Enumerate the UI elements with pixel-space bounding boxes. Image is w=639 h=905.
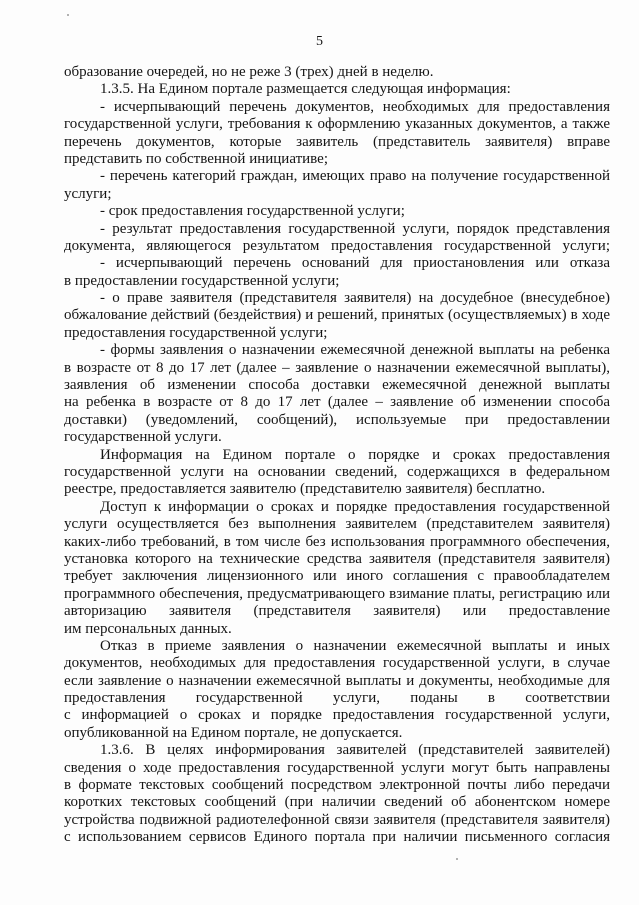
text-line: образование очередей, но не реже 3 (трех) дней в неделю.: [64, 64, 434, 80]
text-line: - исчерпывающий перечень документов, необходимых для предоставления: [100, 98, 610, 115]
text-line: государственной услуги.: [64, 429, 222, 446]
text-line: устройства подвижной радиотелефонной связи заявителя (представителя заявителя): [64, 811, 610, 828]
text-line: реестре, предоставляется заявителю (представителю заявителя) бесплатно.: [64, 481, 546, 498]
text-line: опубликованной на Едином портале, не допускается.: [64, 724, 403, 741]
text-line: требует заключения лицензионного или иного соглашения с правообладателем: [64, 568, 610, 585]
text-line: 1.3.6. В целях информирования заявителей (представителей заявителей): [100, 742, 610, 759]
text-line: каких-либо требований, в том числе без использования программного обеспечения,: [64, 533, 610, 550]
text-line: Доступ к информации о сроках и порядке предоставления государственной: [100, 498, 610, 515]
text-line: - исчерпывающий перечень оснований для приостановления или отказа: [100, 255, 610, 272]
scan-speck: [67, 14, 69, 16]
text-line: сведения о ходе предоставления государственной услуги могут быть направлены: [64, 759, 610, 776]
text-line: предоставления государственной услуги;: [64, 324, 328, 341]
text-line: заявления об изменении способа доставки ежемесячной денежной выплаты: [64, 377, 610, 394]
text-line: программного обеспечения, предусматривающего взимание платы, регистрацию или: [64, 585, 610, 602]
text-line: перечень документов, которые заявитель (представитель заявителя) вправе: [64, 133, 610, 150]
text-line: авторизацию заявителя (представителя заявителя) или предоставление: [64, 603, 610, 620]
text-line: доставки) (уведомлений, сообщений), используемые при предоставлении: [64, 411, 610, 428]
text-line: документов, необходимых для предоставления государственной услуги, в случае: [64, 655, 610, 672]
text-line: представить по собственной инициативе;: [64, 150, 329, 167]
text-line: в возрасте от 8 до 17 лет (далее – заявление о назначении ежемесячной выплаты),: [64, 359, 610, 376]
text-line: в формате текстовых сообщений посредством электронной почты либо передачи: [64, 777, 610, 794]
document-body: [64, 64, 610, 847]
text-line: - формы заявления о назначении ежемесячной денежной выплаты на ребенка: [100, 342, 610, 359]
text-line: предоставления государственной услуги, поданы в соответствии: [64, 690, 610, 707]
text-line: с информацией о сроках и порядке предоставления государственной услуги,: [64, 707, 610, 724]
text-line: с использованием сервисов Единого портала при наличии письменного согласия: [64, 829, 610, 846]
text-line: установка которого на технические средства заявителя (представителя заявителя): [64, 550, 610, 567]
text-line: услуги осуществляется без выполнения заявителем (представителем заявителя): [64, 516, 610, 533]
text-line: 1.3.5. На Едином портале размещается следующая информация:: [100, 81, 511, 98]
text-line: им персональных данных.: [64, 620, 232, 637]
text-line: коротких текстовых сообщений (при наличии сведений об абонентском номере: [64, 794, 610, 811]
text-line: Отказ в приеме заявления о назначении ежемесячной выплаты и иных: [100, 637, 610, 654]
page-number: 5: [316, 34, 323, 49]
text-line: - срок предоставления государственной услуги;: [100, 203, 405, 220]
scan-speck: [456, 858, 458, 860]
text-line: Информация на Едином портале о порядке и сроках предоставления: [100, 446, 610, 463]
text-line: государственной услуги на основании сведений, содержащихся в федеральном: [64, 463, 610, 480]
text-line: - о праве заявителя (представителя заявителя) на досудебное (внесудебное): [100, 290, 610, 307]
text-line: обжалование действий (бездействия) и решений, принятых (осуществляемых) в ходе: [64, 307, 610, 324]
text-line: в предоставлении государственной услуги;: [64, 272, 340, 289]
text-line: на ребенка в возрасте от 8 до 17 лет (далее – заявление об изменении способа: [64, 394, 610, 411]
text-line: услуги;: [64, 185, 112, 202]
text-line: документа, являющегося результатом предоставления государственной услуги;: [64, 237, 610, 254]
text-line: государственной услуги, требования к оформлению указанных документов, а также: [64, 116, 610, 133]
text-line: - результат предоставления государственной услуги, порядок представления: [100, 220, 610, 237]
text-line: - перечень категорий граждан, имеющих право на получение государственной: [100, 168, 610, 185]
text-line: если заявление о назначении ежемесячной выплаты и документы, необходимые для: [64, 672, 610, 689]
